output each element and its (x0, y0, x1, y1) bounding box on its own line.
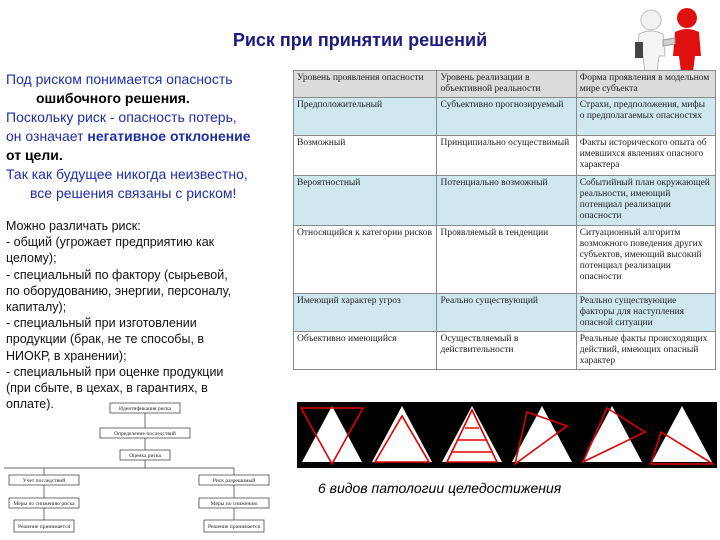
table-cell: Ситуационный алгоритм возможного поведения других субъектов, имеющий высокий потенциал реализации опасности (576, 226, 715, 294)
table-cell: Субъективно прогнозируемый (437, 98, 576, 136)
table-cell: Проявляемый в тенденции (437, 226, 576, 294)
definition-line-3: Поскольку риск - опасность потерь, (6, 109, 237, 125)
table-cell: Предположительный (294, 98, 437, 136)
risk-levels-table (293, 70, 716, 370)
table-header-cell: Форма проявления в модельном мире субъекта (576, 71, 715, 98)
flow-node-text: Определение последствий (114, 431, 176, 437)
risk-types-line: по оборудованию, энергии, персоналу, (6, 283, 232, 298)
table-cell: Реально существующие факторы для наступления опасной ситуации (576, 294, 715, 332)
table-cell: Возможный (294, 136, 437, 176)
risk-types-line: целому); (6, 251, 57, 266)
flow-node-text: Меры по снижению (210, 501, 258, 507)
risk-types-line: оплате). (6, 397, 54, 412)
table-cell: Вероятностный (294, 176, 437, 226)
risk-types-line: (при сбыте, в цехах, в гарантиях, в (6, 381, 208, 396)
definition-line-2: ошибочного решения. (36, 90, 190, 106)
table-cell: Реально существующий (437, 294, 576, 332)
flow-node-text: Оценка риска (129, 453, 161, 459)
table-cell: Принципиально осуществимый (437, 136, 576, 176)
table-row (294, 294, 716, 332)
table-header-cell: Уровень реализации в объективной реальности (437, 71, 576, 98)
table-row (294, 332, 716, 370)
definition-line-1: Под риском понимается опасность (6, 71, 233, 87)
table-header-cell: Уровень проявления опасности (294, 71, 437, 98)
risk-types-line: - специальный по фактору (сырьевой, (6, 267, 228, 282)
table-cell: Страхи, предположения, мифы о предполагаемых опасностях (576, 98, 715, 136)
risk-types-list (6, 218, 288, 412)
table-cell: Относящийся к категории рисков (294, 226, 437, 294)
table-cell: Имеющий характер угроз (294, 294, 437, 332)
table-header-row (294, 71, 716, 98)
definition-line-7: все решения связаны с риском! (30, 185, 237, 201)
risk-types-line: капиталу); (6, 300, 67, 315)
table-cell: Потенциально возможный (437, 176, 576, 226)
table-row (294, 136, 716, 176)
table-cell: Факты исторического опыта об имевшихся явлениях опасного характера (576, 136, 715, 176)
risk-types-line: - общий (угрожает предприятию как (6, 235, 215, 250)
risk-types-line: продукции (брак, не те способы, в (6, 332, 205, 347)
table-cell: Событийный план окружающей реальности, имеющий потенциал реализации опасности (576, 176, 715, 226)
risk-types-line: - специальный при оценке продукции (6, 364, 224, 379)
definition-line-5: от цели. (6, 147, 63, 163)
flow-node-text: Меры по снижению риска (13, 501, 75, 507)
risk-definition (6, 70, 292, 203)
risk-types-line: Можно различать риск: (6, 219, 141, 233)
table-row (294, 226, 716, 294)
risk-management-flowchart (4, 398, 304, 538)
table-row (294, 98, 716, 136)
business-handshake-image (623, 4, 715, 76)
table-cell: Реальные факты происходящих действий, имеющих опасный характер (576, 332, 715, 370)
table-cell: Осуществляемый в действительности (437, 332, 576, 370)
risk-types-line: - специальный при изготовлении (6, 316, 197, 331)
flow-node-text: Идентификация риска (119, 406, 171, 412)
flow-node-text: Решение принимается (17, 524, 71, 530)
negative-deviation-text: негативное отклонение (87, 128, 251, 144)
triangles-caption: 6 видов патологии целедостижения (318, 480, 562, 496)
definition-line-6: Так как будущее никогда неизвестно, (6, 166, 248, 182)
flow-node-text: Учет последствий (22, 478, 66, 484)
flow-node-text: Риск разрешимый (212, 478, 256, 484)
flow-node-text: Решение принимается (207, 524, 261, 530)
table-cell: Объективно имеющийся (294, 332, 437, 370)
definition-line-4: он означает (6, 128, 88, 144)
pathology-triangles-panel (297, 402, 717, 468)
slide-title: Риск при принятии решений (232, 30, 488, 50)
table-row (294, 176, 716, 226)
risk-types-line: НИОКР, в хранении); (6, 348, 127, 363)
